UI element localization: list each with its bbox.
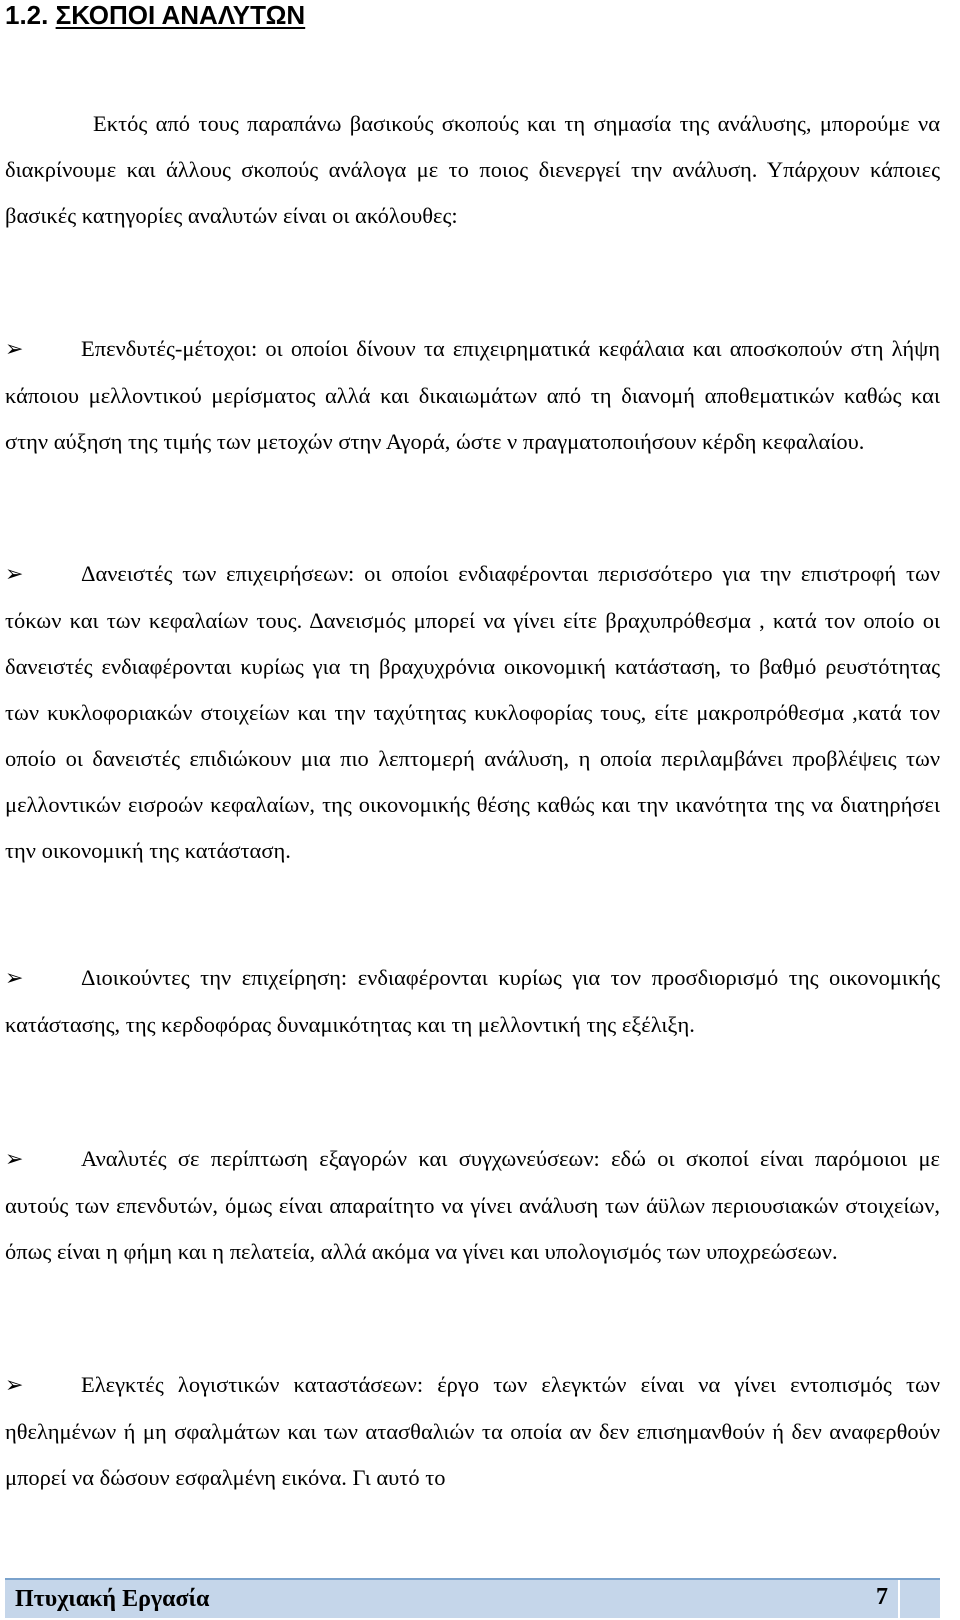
list-item [5, 551, 940, 874]
list-item-text: Διοικούντες την επιχείρηση: ενδιαφέρονται κυρίως για τον προσδιορισμό της οικονομικής κατάστασης, της κερδοφόρας δυναμικότητας και τη μελλοντική της εξέλιξη. [5, 965, 940, 1037]
footer-divider [898, 1580, 900, 1618]
list-item [5, 1362, 940, 1501]
section-heading [5, 0, 305, 30]
intro-paragraph: Εκτός από τους παραπάνω βασικούς σκοπούς και τη σημασία της ανάλυσης, μπορούμε να διακρίνουμε και άλλους σκοπούς ανάλογα με το ποιος διενεργεί την ανάλυση. Υπάρχουν κάποιες βασικές κατηγορίες αναλυτών είναι οι ακόλουθες: [5, 111, 940, 228]
list-item [5, 1136, 940, 1275]
list-item [5, 326, 940, 465]
section-number: 1.2. [5, 0, 49, 30]
section-title: ΣΚΟΠΟΙ ΑΝΑΛΥΤΩΝ [55, 0, 306, 30]
list-item-text: Αναλυτές σε περίπτωση εξαγορών και συγχωνεύσεων: εδώ οι σκοποί είναι παρόμοιοι με αυτούς των επενδυτών, όμως είναι απαραίτητο να γίνει ανάλυση των άϋλων περιουσιακών στοιχείων, όπως είναι η φήμη και η πελατεία, αλλά ακόμα να γίνει και υπολογισμός των υποχρεώσεων. [5, 1146, 940, 1264]
list-item-text: Δανειστές των επιχειρήσεων: οι οποίοι ενδιαφέρονται περισσότερο για την επιστροφή των τόκων και των κεφαλαίων τους. Δανεισμός μπορεί να γίνει είτε βραχυπρόθεσμα , κατά τον οποίο οι δανειστές ενδιαφέρονται κυρίως για τη βραχυχρόνια οικονομική κατάσταση, το βαθμό ρευστότητας των κυκλοφοριακών στοιχείων και την ταχύτητας κυκλοφορίας τους, είτε μακροπρόθεσμα ,κατά τον οποίο οι δανειστές επιδιώκουν μια πιο λεπτομερή ανάλυση, η οποία περιλαμβάνει προβλέψεις των μελλοντικών εισροών κεφαλαίων, της οικονομικής θέσης καθώς και την ικανότητα της να διατηρήσει την οικονομική της κατάσταση. [5, 561, 940, 863]
page-footer [5, 1578, 940, 1618]
arrow-bullet-icon: ➢ [5, 1373, 24, 1398]
arrow-bullet-icon: ➢ [5, 337, 24, 362]
arrow-bullet-icon: ➢ [5, 1147, 24, 1172]
page-number: 7 [876, 1584, 888, 1610]
arrow-bullet-icon: ➢ [5, 562, 24, 587]
arrow-bullet-icon: ➢ [5, 966, 24, 991]
footer-title: Πτυχιακή Εργασία [15, 1586, 210, 1612]
list-item [5, 955, 940, 1048]
list-item-text: Επενδυτές-μέτοχοι: οι οποίοι δίνουν τα επιχειρηματικά κεφάλαια και αποσκοπούν στη λήψη κάποιου μελλοντικού μερίσματος αλλά και δικαιωμάτων από τη διανομή αποθεματικών καθώς και στην αύξηση της τιμής των μετοχών στην Αγορά, ώστε ν πραγματοποιήσουν κέρδη κεφαλαίου. [5, 336, 940, 454]
list-item-text: Ελεγκτές λογιστικών καταστάσεων: έργο των ελεγκτών είναι να γίνει εντοπισμός των ηθελημένων ή μη σφαλμάτων και των ατασθαλιών τα οποία αν δεν επισημανθούν ή δεν αναφερθούν μπορεί να δώσουν εσφαλμένη εικόνα. Γι αυτό το [5, 1372, 940, 1490]
